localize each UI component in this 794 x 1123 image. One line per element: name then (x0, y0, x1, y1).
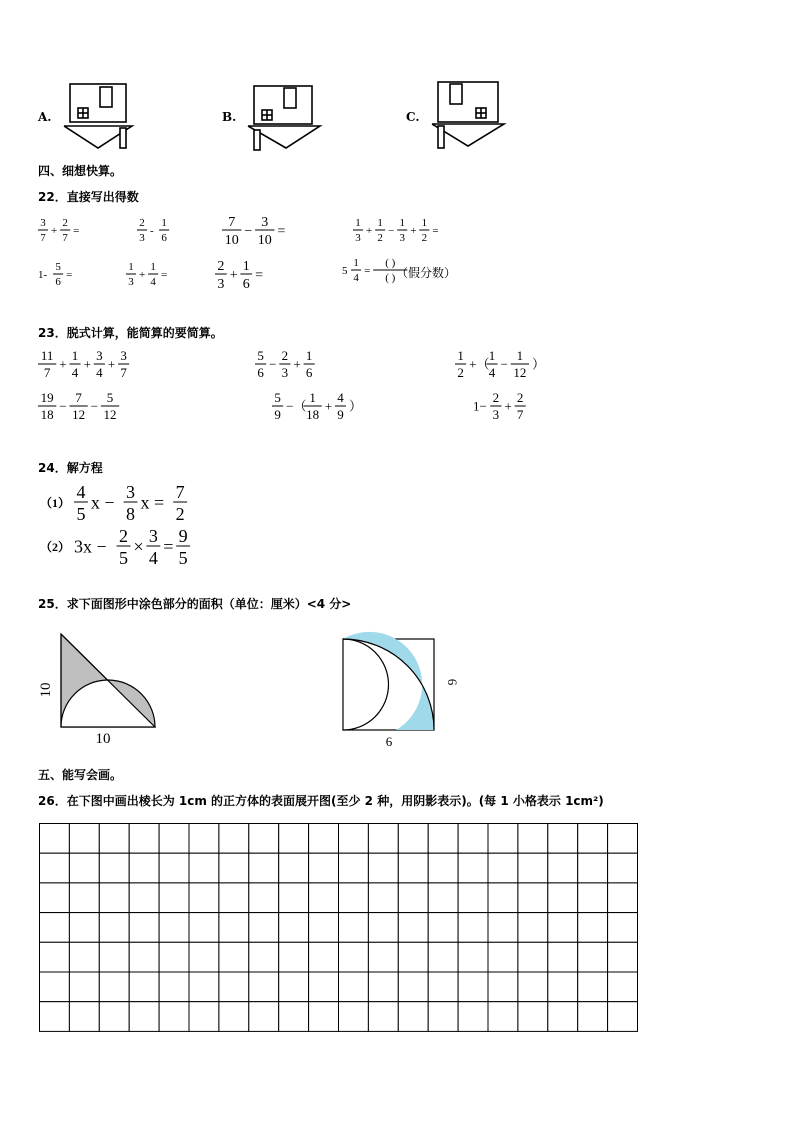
q22-title: 22．直接写出得数 (38, 190, 139, 204)
numerator: 5 (55, 261, 61, 273)
numerator: 1 (399, 217, 405, 229)
grid-cell[interactable] (458, 1002, 488, 1032)
grid-cell[interactable] (249, 1002, 279, 1032)
grid-cell[interactable] (129, 853, 159, 883)
denominator: 4 (96, 365, 103, 380)
grid-cell[interactable] (309, 942, 339, 972)
operator: + (366, 224, 373, 237)
grid-cell[interactable] (69, 942, 99, 972)
grid-cell[interactable] (40, 913, 70, 943)
section4-title: 四、细想快算。 (38, 164, 123, 178)
grid-cell[interactable] (548, 853, 578, 883)
grid-cell[interactable] (249, 883, 279, 913)
grid-cell[interactable] (608, 1002, 638, 1032)
denominator: 12 (103, 407, 117, 422)
grid-cell[interactable] (608, 824, 638, 854)
grid-cell[interactable] (578, 913, 608, 943)
grid-cell[interactable] (368, 853, 398, 883)
grid-cell[interactable] (99, 853, 129, 883)
grid-cell[interactable] (548, 913, 578, 943)
denominator: 3 (128, 276, 134, 288)
grid-cell[interactable] (219, 1002, 249, 1032)
equation-label: （1） (40, 496, 71, 510)
grid-cell[interactable] (249, 972, 279, 1002)
q23-expressions (0, 342, 760, 432)
grid-cell[interactable] (159, 942, 189, 972)
grid-cell[interactable] (219, 824, 249, 854)
grid-cell[interactable] (518, 853, 548, 883)
grid-cell[interactable] (40, 972, 70, 1002)
numerator: 4 (76, 482, 86, 502)
grid-cell[interactable] (189, 913, 219, 943)
grid-cell[interactable] (368, 913, 398, 943)
grid-cell[interactable] (69, 824, 99, 854)
operator: = (277, 223, 286, 239)
numerator: 1 (516, 348, 524, 363)
q23-title: 23．脱式计算，能简算的要简算。 (38, 326, 223, 340)
grid-cell[interactable] (309, 1002, 339, 1032)
operator: + (139, 268, 146, 281)
grid-cell[interactable] (219, 913, 249, 943)
grid-cell[interactable] (428, 942, 458, 972)
q25-title: 25．求下面图形中涂色部分的面积（单位：厘米）<4 分> (38, 597, 352, 611)
grid-cell[interactable] (548, 824, 578, 854)
q26-drawing-grid[interactable] (39, 823, 639, 1033)
grid-cell[interactable] (159, 1002, 189, 1032)
denominator: 3 (217, 277, 225, 292)
operator: 1− (473, 398, 487, 414)
grid-cell[interactable] (189, 972, 219, 1002)
denominator: 3 (399, 232, 405, 244)
grid-cell[interactable] (309, 883, 339, 913)
numerator: 1 (353, 257, 359, 269)
numerator: 2 (139, 217, 145, 229)
denominator: 5 (178, 548, 188, 568)
grid-cell[interactable] (189, 942, 219, 972)
grid-cell[interactable] (159, 853, 189, 883)
grid-cell[interactable] (159, 972, 189, 1002)
denominator: 9 (337, 407, 344, 422)
operator: − (244, 223, 253, 239)
grid-cell[interactable] (548, 972, 578, 1002)
q25-figure1 (30, 630, 200, 750)
operator: = (66, 268, 73, 281)
grid-cell[interactable] (219, 883, 249, 913)
grid-cell[interactable] (129, 972, 159, 1002)
grid-cell[interactable] (279, 824, 309, 854)
denominator: 7 (40, 232, 46, 244)
grid-cell[interactable] (159, 824, 189, 854)
numerator: 2 (492, 390, 500, 405)
operator: × (133, 536, 144, 557)
grid-cell[interactable] (398, 972, 428, 1002)
section5-title: 五、能写会画。 (38, 768, 123, 782)
operator: − (269, 356, 277, 372)
grid-cell[interactable] (99, 883, 129, 913)
grid-cell[interactable] (608, 972, 638, 1002)
numerator: 1 (305, 348, 313, 363)
option-a-house-figure (62, 82, 152, 154)
grid-cell[interactable] (428, 853, 458, 883)
denominator: 2 (175, 504, 185, 524)
numerator: 3 (261, 215, 269, 230)
denominator: 7 (120, 365, 127, 380)
grid-cell[interactable] (428, 972, 458, 1002)
grid-cell[interactable] (368, 1002, 398, 1032)
grid-cell[interactable] (40, 942, 70, 972)
option-a-label: A. (38, 110, 52, 124)
equation-label: （2） (40, 540, 71, 554)
numerator: 3 (96, 348, 103, 363)
grid-cell[interactable] (129, 1002, 159, 1032)
grid-cell[interactable] (398, 913, 428, 943)
operator: ） (349, 398, 363, 414)
fig2-side-label: 6 (445, 678, 460, 686)
grid-cell[interactable] (189, 1002, 219, 1032)
numerator: 3 (148, 526, 158, 546)
grid-cell[interactable] (339, 942, 369, 972)
numerator: 5 (106, 390, 114, 405)
grid-cell[interactable] (458, 942, 488, 972)
denominator: 4 (488, 365, 496, 380)
denominator: 7 (43, 365, 51, 380)
grid-cell[interactable] (518, 824, 548, 854)
grid-cell[interactable] (249, 942, 279, 972)
grid-cell[interactable] (339, 883, 369, 913)
numerator: 5 (274, 390, 281, 405)
denominator: 6 (161, 232, 167, 244)
grid-cell[interactable] (279, 853, 309, 883)
grid-cell[interactable] (69, 1002, 99, 1032)
grid-cell[interactable] (518, 942, 548, 972)
denominator: 12 (72, 407, 86, 422)
denominator: 3 (139, 232, 145, 244)
denominator: 3 (281, 365, 289, 380)
grid-cell[interactable] (488, 913, 518, 943)
grid-cell[interactable] (69, 853, 99, 883)
grid-cell[interactable] (40, 883, 70, 913)
numerator: 1 (488, 348, 496, 363)
grid-cell[interactable] (608, 883, 638, 913)
fig2-bottom-label: 6 (385, 734, 393, 749)
q26-title: 26．在下图中画出棱长为 1cm 的正方体的表面展开图(至少 2 种，用阴影表示)。(每 1 小格表示 1cm²) (38, 794, 604, 808)
denominator: 18 (40, 407, 54, 422)
grid-cell[interactable] (189, 824, 219, 854)
grid-cell[interactable] (219, 853, 249, 883)
numerator: 3 (40, 217, 46, 229)
numerator: 7 (228, 215, 236, 230)
grid-cell[interactable] (608, 913, 638, 943)
denominator: 10 (224, 233, 239, 248)
grid-cell[interactable] (309, 913, 339, 943)
numerator: 2 (119, 526, 129, 546)
operator: + (293, 356, 301, 372)
operator: ） (532, 356, 546, 372)
numerator: ( ) (385, 257, 396, 269)
grid-cell[interactable] (398, 853, 428, 883)
grid-cell[interactable] (189, 853, 219, 883)
grid-cell[interactable] (309, 853, 339, 883)
denominator: 5 (76, 504, 86, 524)
denominator: 10 (257, 233, 272, 248)
grid-cell[interactable] (129, 883, 159, 913)
operator: − (90, 398, 99, 414)
grid-cell[interactable] (518, 883, 548, 913)
grid-cell[interactable] (99, 972, 129, 1002)
grid-cell[interactable] (159, 883, 189, 913)
operator: = (255, 267, 264, 283)
denominator: 6 (55, 276, 61, 288)
operator: − (500, 356, 508, 372)
numerator: 9 (178, 526, 188, 546)
denominator: 6 (242, 277, 250, 292)
grid-cell[interactable] (129, 942, 159, 972)
grid-cell[interactable] (398, 824, 428, 854)
numerator: 1 (150, 261, 156, 273)
grid-cell[interactable] (488, 1002, 518, 1032)
grid-cell[interactable] (368, 942, 398, 972)
operator: x − (90, 492, 115, 513)
grid-cell[interactable] (129, 824, 159, 854)
grid-cell[interactable] (99, 1002, 129, 1032)
grid-cell[interactable] (518, 913, 548, 943)
operator: 3x − (74, 536, 107, 557)
grid-cell[interactable] (219, 942, 249, 972)
grid-cell[interactable] (279, 1002, 309, 1032)
option-b-house-figure (248, 84, 338, 156)
operator: + (504, 398, 512, 414)
grid-cell[interactable] (279, 942, 309, 972)
grid-cell[interactable] (458, 824, 488, 854)
grid-cell[interactable] (189, 883, 219, 913)
grid-cell[interactable] (608, 942, 638, 972)
operator: −（ (286, 398, 307, 414)
grid-cell[interactable] (368, 883, 398, 913)
grid-cell[interactable] (458, 853, 488, 883)
numerator: 2 (217, 259, 225, 274)
denominator: 4 (150, 276, 156, 288)
operator: + (59, 356, 67, 372)
grid-cell[interactable] (249, 824, 279, 854)
grid-cell[interactable] (578, 883, 608, 913)
grid-cell[interactable] (40, 853, 70, 883)
grid-cell[interactable] (548, 1002, 578, 1032)
q25-figure2 (336, 632, 466, 752)
operator: + (83, 356, 91, 372)
numerator: 5 (257, 348, 264, 363)
numerator: 1 (421, 217, 428, 229)
grid-cell[interactable] (339, 972, 369, 1002)
grid-cell[interactable] (339, 824, 369, 854)
denominator: 2 (377, 232, 383, 244)
grid-cell[interactable] (458, 972, 488, 1002)
grid-cell[interactable] (548, 942, 578, 972)
numerator: 1 (161, 217, 167, 229)
denominator: 2 (457, 365, 464, 380)
grid-cell[interactable] (518, 1002, 548, 1032)
grid-cell[interactable] (488, 942, 518, 972)
grid-cell[interactable] (488, 972, 518, 1002)
grid-cell[interactable] (99, 913, 129, 943)
numerator: 3 (120, 348, 127, 363)
grid-cell[interactable] (578, 942, 608, 972)
grid-cell[interactable] (578, 972, 608, 1002)
grid-cell[interactable] (40, 824, 70, 854)
grid-cell[interactable] (488, 853, 518, 883)
operator: − (59, 398, 67, 414)
denominator: 7 (516, 407, 524, 422)
denominator: 5 (119, 548, 129, 568)
grid-cell[interactable] (428, 824, 458, 854)
grid-cell[interactable] (309, 824, 339, 854)
numerator: 1 (71, 348, 79, 363)
grid-cell[interactable] (608, 853, 638, 883)
numerator: 7 (75, 390, 82, 405)
operator: = (161, 268, 168, 281)
grid-cell[interactable] (428, 1002, 458, 1032)
denominator: 2 (421, 232, 428, 244)
denominator: 4 (71, 365, 79, 380)
grid-cell[interactable] (339, 853, 369, 883)
grid-cell[interactable] (99, 824, 129, 854)
operator: + (324, 398, 333, 414)
grid-cell[interactable] (428, 913, 458, 943)
grid-cell[interactable] (249, 853, 279, 883)
operator: x = (140, 492, 165, 513)
grid-cell[interactable] (578, 1002, 608, 1032)
grid-cell[interactable] (219, 972, 249, 1002)
denominator: 3 (355, 232, 361, 244)
numerator: 2 (281, 348, 289, 363)
denominator: 3 (492, 407, 500, 422)
operator: = (73, 224, 80, 237)
operator: = (364, 264, 371, 277)
operator: = (432, 224, 439, 237)
grid-cell[interactable] (99, 942, 129, 972)
grid-cell[interactable] (488, 883, 518, 913)
grid-cell[interactable] (458, 913, 488, 943)
grid-cell[interactable] (428, 883, 458, 913)
numerator: 19 (40, 390, 54, 405)
operator: + (229, 267, 238, 283)
grid-cell[interactable] (309, 972, 339, 1002)
numerator: 1 (377, 217, 383, 229)
operator: = (163, 536, 174, 557)
denominator: 4 (353, 272, 359, 284)
numerator: 7 (175, 482, 185, 502)
grid-cell[interactable] (40, 1002, 70, 1032)
grid-cell[interactable] (69, 972, 99, 1002)
operator: 1- (38, 268, 48, 281)
grid-cell[interactable] (279, 972, 309, 1002)
grid-cell[interactable] (578, 824, 608, 854)
denominator: 4 (148, 548, 158, 568)
numerator: 4 (337, 390, 344, 405)
option-b-label: B. (222, 110, 237, 124)
numerator: 2 (62, 217, 68, 229)
q22-expressions (0, 208, 760, 298)
grid-cell[interactable] (518, 972, 548, 1002)
denominator: 9 (274, 407, 281, 422)
denominator: 7 (62, 232, 68, 244)
fig1-base-label: 10 (95, 731, 111, 747)
grid-cell[interactable] (69, 913, 99, 943)
grid-cell[interactable] (279, 883, 309, 913)
grid-cell[interactable] (339, 1002, 369, 1032)
operator: - (150, 224, 154, 237)
option-c-house-figure (432, 80, 522, 152)
grid-cell[interactable] (488, 824, 518, 854)
grid-cell[interactable] (578, 853, 608, 883)
grid-cell[interactable] (368, 972, 398, 1002)
denominator: 12 (513, 365, 527, 380)
operator: − (388, 224, 395, 237)
numerator: 1 (242, 259, 250, 274)
grid-cell[interactable] (548, 883, 578, 913)
numerator: 1 (309, 390, 316, 405)
fig1-height-label: 10 (38, 682, 54, 698)
operator: +（ (469, 356, 490, 372)
grid-cell[interactable] (368, 824, 398, 854)
operator: + (51, 224, 58, 237)
numerator: 3 (126, 482, 136, 502)
denominator: 6 (305, 365, 313, 380)
operator: + (107, 356, 116, 372)
grid-cell[interactable] (398, 1002, 428, 1032)
option-c-label: C. (406, 110, 420, 124)
numerator: 2 (516, 390, 524, 405)
numerator: 1 (355, 217, 361, 229)
grid-cell[interactable] (249, 913, 279, 943)
grid-cell[interactable] (339, 913, 369, 943)
q24-title: 24．解方程 (38, 461, 103, 475)
grid-cell[interactable] (279, 913, 309, 943)
numerator: 1 (457, 348, 464, 363)
denominator: 8 (126, 504, 136, 524)
q24-equations (0, 478, 300, 568)
operator: + (410, 224, 417, 237)
grid-cell[interactable] (398, 942, 428, 972)
grid-cell[interactable] (458, 883, 488, 913)
grid-cell[interactable] (398, 883, 428, 913)
operator: 5 (342, 264, 348, 277)
denominator: ( ) (385, 272, 396, 284)
grid-cell[interactable] (159, 913, 189, 943)
grid-cell[interactable] (129, 913, 159, 943)
denominator: 6 (257, 365, 264, 380)
denominator: 18 (306, 407, 320, 422)
grid-cell[interactable] (69, 883, 99, 913)
numerator: 11 (40, 348, 54, 363)
q22-note: （假分数） (396, 266, 457, 280)
numerator: 1 (128, 261, 134, 273)
